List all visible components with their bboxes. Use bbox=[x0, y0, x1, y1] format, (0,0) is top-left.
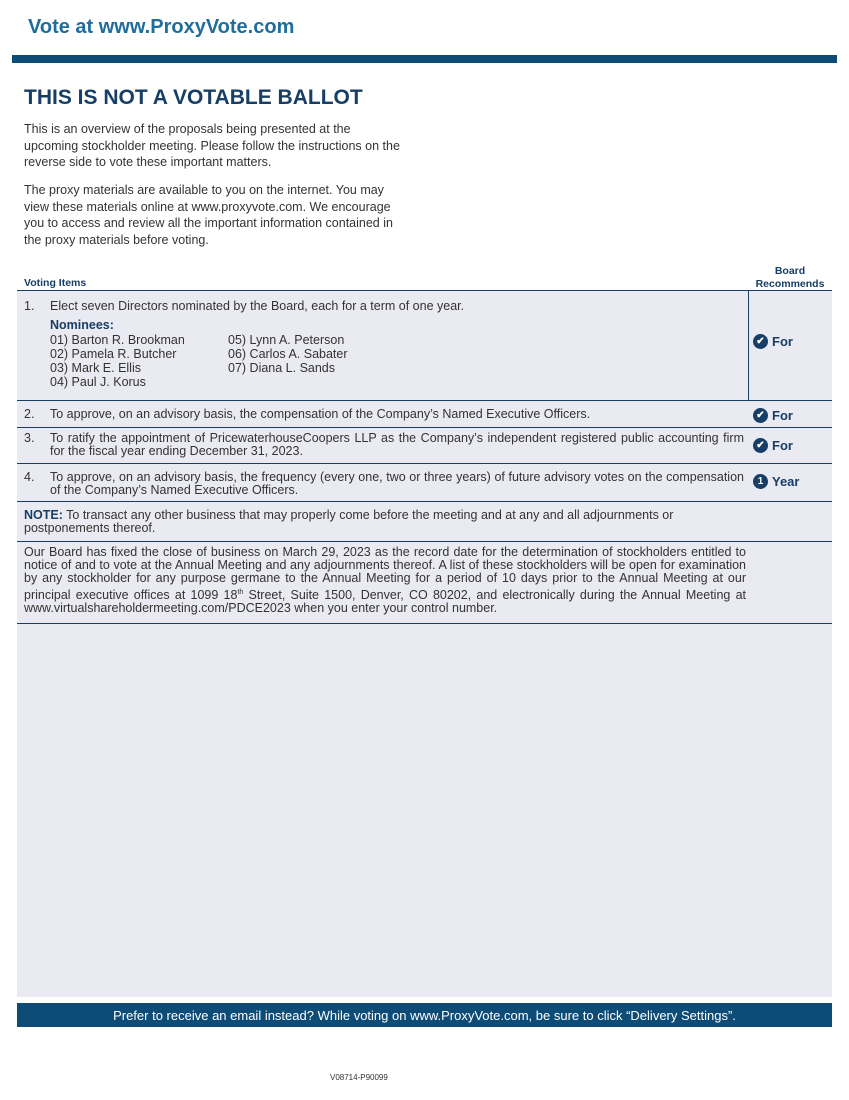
document-code: V08714-P90099 bbox=[330, 1073, 388, 1082]
proposal-1 bbox=[24, 300, 744, 389]
recommendation-label: Year bbox=[772, 474, 800, 489]
intro-paragraph-1: This is an overview of the proposals being presented at the upcoming stockholder meeting. Please follow the instructions on the reverse side to vote these important matters. bbox=[24, 122, 400, 170]
recommendation-1 bbox=[753, 334, 793, 349]
check-circle-icon: ✔ bbox=[753, 408, 768, 423]
record-text-2: Street, Suite 1500, Denver, CO 80202, and electronically during the Annual Meeting at www.virtualshareholdermeeting.com/PDCE2023 when you enter your control number. bbox=[24, 587, 746, 615]
voting-items-header: Voting Items bbox=[24, 277, 87, 289]
proposal-number: 4. bbox=[24, 470, 35, 484]
nominee: 03) Mark E. Ellis bbox=[50, 361, 141, 375]
table-rule bbox=[17, 463, 832, 464]
record-text-1: Our Board has fixed the close of business on March 29, 2023 as the record date for the determination of stockholders entitled to notice of and to vote at the Annual Meeting and any adjournments thereof. A list of these stockholders will be open for examination by any stockholder for any purpose germane to the Annual Meeting for a period of 10 days prior to the Annual Meeting at our principal executive offices at 1099 18 bbox=[24, 545, 746, 602]
recommendation-2 bbox=[753, 408, 793, 423]
recommendation-3 bbox=[753, 438, 793, 453]
nominee: 07) Diana L. Sands bbox=[228, 361, 336, 375]
recommendation-4 bbox=[753, 474, 799, 489]
table-rule bbox=[17, 290, 832, 291]
recommendation-label: For bbox=[772, 408, 793, 423]
nominee: 04) Paul J. Korus bbox=[50, 375, 146, 389]
proposal-text: To approve, on an advisory basis, the compensation of the Company’s Named Executive Officers. bbox=[50, 407, 591, 421]
proposal-text: To approve, on an advisory basis, the frequency (every one, two or three years) of future advisory votes on the compensation of the Company’s Named Executive Officers. bbox=[50, 470, 744, 497]
proposal-number: 1. bbox=[24, 299, 35, 313]
board-header-line-2: Recommends bbox=[755, 277, 825, 290]
table-rule bbox=[17, 623, 832, 624]
table-rule bbox=[17, 427, 832, 428]
table-divider-vertical bbox=[748, 290, 749, 400]
board-recommends-header bbox=[749, 265, 831, 290]
recommendation-label: For bbox=[772, 438, 793, 453]
record-date-paragraph bbox=[24, 546, 746, 615]
page-title: THIS IS NOT A VOTABLE BALLOT bbox=[24, 86, 363, 109]
proposal-text: To ratify the appointment of PricewaterhouseCoopers LLP as the Company’s independent registered public accounting firm for the fiscal year ending December 31, 2023. bbox=[50, 431, 744, 458]
delivery-settings-banner: Prefer to receive an email instead? While voting on www.ProxyVote.com, be sure to click “Delivery Settings”. bbox=[17, 1003, 832, 1027]
note-label: NOTE: bbox=[24, 508, 63, 522]
check-circle-icon: ✔ bbox=[753, 438, 768, 453]
proposal-3 bbox=[24, 432, 744, 458]
proposal-number: 2. bbox=[24, 407, 35, 421]
proposal-text: Elect seven Directors nominated by the Board, each for a term of one year. bbox=[50, 299, 465, 313]
vote-link[interactable]: Vote at www.ProxyVote.com bbox=[28, 16, 295, 38]
recommendation-label: For bbox=[772, 334, 793, 349]
note-paragraph bbox=[24, 509, 746, 535]
nominee: 06) Carlos A. Sabater bbox=[228, 347, 348, 361]
nominees-column-1 bbox=[50, 333, 228, 389]
intro-paragraph-2: The proxy materials are available to you on the internet. You may view these materials online at www.proxyvote.com. We encourage you to access and review all the important information contained in the proxy materials before voting. bbox=[24, 183, 393, 248]
proposal-number: 3. bbox=[24, 431, 35, 445]
board-header-line-1: Board bbox=[774, 265, 806, 277]
nominee: 01) Barton R. Brookman bbox=[50, 333, 185, 347]
nominee: 05) Lynn A. Peterson bbox=[228, 333, 345, 347]
table-rule bbox=[17, 501, 832, 502]
nominees-column-2 bbox=[228, 333, 406, 389]
nominee: 02) Pamela R. Butcher bbox=[50, 347, 177, 361]
nominees-list bbox=[50, 333, 744, 389]
proposal-4 bbox=[24, 471, 744, 497]
table-rule bbox=[17, 541, 832, 542]
table-rule bbox=[17, 400, 832, 401]
proposal-2 bbox=[24, 408, 744, 421]
note-text: To transact any other business that may properly come before the meeting and at any and all adjournments or postponements thereof. bbox=[24, 508, 674, 535]
voting-table-background bbox=[17, 290, 832, 997]
nominees-label: Nominees: bbox=[50, 318, 114, 332]
ordinal-superscript: th bbox=[237, 588, 244, 596]
check-circle-icon: ✔ bbox=[753, 334, 768, 349]
number-one-circle-icon: 1 bbox=[753, 474, 768, 489]
header-rule bbox=[12, 55, 837, 63]
